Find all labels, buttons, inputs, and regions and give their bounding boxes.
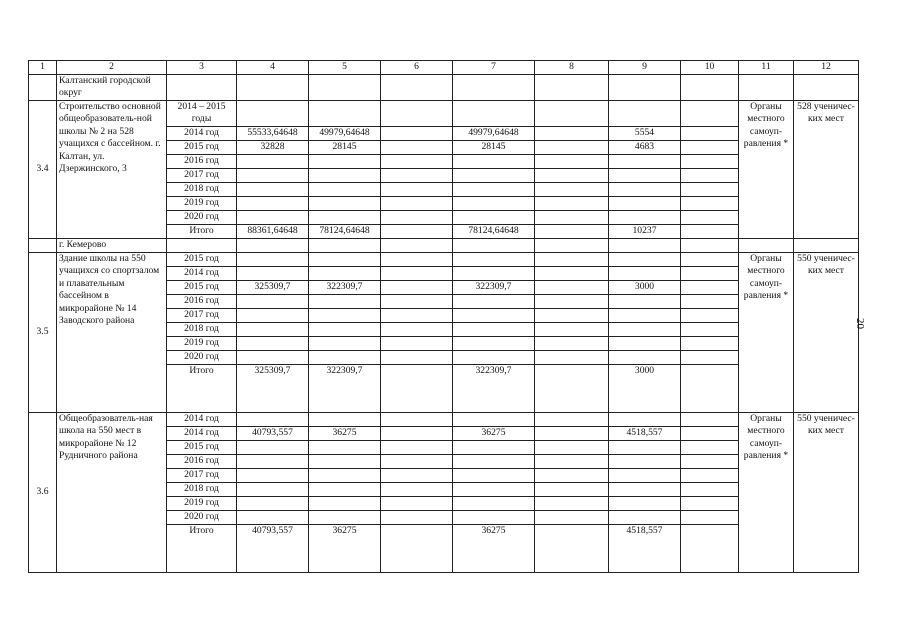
amount-cell-7 — [453, 440, 535, 454]
region-num-cell — [29, 75, 57, 101]
amount-cell-6 — [381, 252, 453, 266]
column-header-12: 12 — [794, 61, 859, 75]
amount-cell-8 — [535, 100, 609, 126]
amount-cell-6 — [381, 440, 453, 454]
year-cell: 2020 год — [167, 210, 237, 224]
region-row — [29, 75, 859, 101]
amount-cell-6 — [381, 496, 453, 510]
amount-cell-6 — [381, 510, 453, 524]
amount-cell-9 — [609, 168, 681, 182]
empty-cell — [794, 75, 859, 101]
amount-cell-8 — [535, 266, 609, 280]
amount-cell-6 — [381, 196, 453, 210]
amount-cell-7: 78124,64648 — [453, 224, 535, 238]
amount-cell-9 — [609, 196, 681, 210]
empty-cell — [381, 75, 453, 101]
amount-cell-7 — [453, 154, 535, 168]
amount-cell-9: 4518,557 — [609, 524, 681, 572]
amount-cell-9: 4518,557 — [609, 426, 681, 440]
amount-cell-6 — [381, 154, 453, 168]
amount-cell-8 — [535, 350, 609, 364]
empty-cell — [535, 75, 609, 101]
project-number: 3.4 — [29, 100, 57, 238]
region-name: Калтанский городской округ — [57, 75, 167, 101]
amount-cell-8 — [535, 224, 609, 238]
amount-cell-9 — [609, 454, 681, 468]
column-header-3: 3 — [167, 61, 237, 75]
amount-cell-7 — [453, 496, 535, 510]
year-cell: 2019 год — [167, 496, 237, 510]
amount-cell-5 — [309, 350, 381, 364]
amount-cell-8 — [535, 364, 609, 412]
table-row — [29, 412, 859, 426]
amount-cell-4 — [237, 496, 309, 510]
region-name: г. Кемерово — [57, 238, 167, 252]
amount-cell-5 — [309, 412, 381, 426]
column-header-9: 9 — [609, 61, 681, 75]
empty-cell — [681, 238, 739, 252]
amount-cell-8 — [535, 468, 609, 482]
year-cell: 2017 год — [167, 468, 237, 482]
amount-cell-5: 36275 — [309, 426, 381, 440]
year-cell: 2020 год — [167, 510, 237, 524]
amount-cell-6 — [381, 140, 453, 154]
amount-cell-10 — [681, 280, 739, 294]
year-cell: Итого — [167, 364, 237, 412]
amount-cell-8 — [535, 196, 609, 210]
amount-cell-5 — [309, 482, 381, 496]
amount-cell-9 — [609, 496, 681, 510]
table-body — [29, 61, 859, 573]
year-cell: 2020 год — [167, 350, 237, 364]
amount-cell-10 — [681, 510, 739, 524]
amount-cell-5: 36275 — [309, 524, 381, 572]
amount-cell-10 — [681, 100, 739, 126]
amount-cell-7 — [453, 350, 535, 364]
amount-cell-5 — [309, 182, 381, 196]
amount-cell-5 — [309, 210, 381, 224]
amount-cell-8 — [535, 482, 609, 496]
amount-cell-10 — [681, 426, 739, 440]
amount-cell-7 — [453, 252, 535, 266]
empty-cell — [381, 238, 453, 252]
year-cell: 2016 год — [167, 454, 237, 468]
amount-cell-6 — [381, 454, 453, 468]
amount-cell-10 — [681, 350, 739, 364]
amount-cell-6 — [381, 210, 453, 224]
amount-cell-4 — [237, 468, 309, 482]
amount-cell-6 — [381, 482, 453, 496]
amount-cell-6 — [381, 308, 453, 322]
amount-cell-7 — [453, 168, 535, 182]
amount-cell-9 — [609, 510, 681, 524]
amount-cell-6 — [381, 266, 453, 280]
responsible-org: Органы местного самоуп-равления * — [739, 412, 794, 572]
year-cell: 2017 год — [167, 168, 237, 182]
amount-cell-8 — [535, 140, 609, 154]
amount-cell-10 — [681, 308, 739, 322]
amount-cell-6 — [381, 182, 453, 196]
amount-cell-10 — [681, 140, 739, 154]
amount-cell-4 — [237, 294, 309, 308]
amount-cell-7 — [453, 266, 535, 280]
amount-cell-8 — [535, 154, 609, 168]
amount-cell-10 — [681, 468, 739, 482]
year-cell: 2018 год — [167, 322, 237, 336]
empty-cell — [237, 238, 309, 252]
amount-cell-10 — [681, 266, 739, 280]
amount-cell-7 — [453, 294, 535, 308]
amount-cell-5 — [309, 154, 381, 168]
amount-cell-7: 28145 — [453, 140, 535, 154]
amount-cell-4 — [237, 308, 309, 322]
amount-cell-9 — [609, 210, 681, 224]
amount-cell-9: 4683 — [609, 140, 681, 154]
amount-cell-10 — [681, 252, 739, 266]
amount-cell-4 — [237, 266, 309, 280]
amount-cell-7: 36275 — [453, 426, 535, 440]
amount-cell-6 — [381, 336, 453, 350]
empty-cell — [794, 238, 859, 252]
amount-cell-5 — [309, 322, 381, 336]
empty-cell — [681, 75, 739, 101]
amount-cell-10 — [681, 196, 739, 210]
region-num-cell — [29, 238, 57, 252]
capacity-cell: 550 ученичес-ких мест — [794, 252, 859, 412]
amount-cell-5: 78124,64648 — [309, 224, 381, 238]
amount-cell-10 — [681, 364, 739, 412]
amount-cell-9 — [609, 336, 681, 350]
empty-cell — [309, 238, 381, 252]
table-row — [29, 100, 859, 126]
column-header-7: 7 — [453, 61, 535, 75]
amount-cell-8 — [535, 322, 609, 336]
empty-cell — [739, 75, 794, 101]
amount-cell-6 — [381, 524, 453, 572]
amount-cell-7: 322309,7 — [453, 280, 535, 294]
column-header-6: 6 — [381, 61, 453, 75]
amount-cell-7 — [453, 100, 535, 126]
amount-cell-9: 10237 — [609, 224, 681, 238]
amount-cell-7 — [453, 210, 535, 224]
amount-cell-4: 40793,557 — [237, 426, 309, 440]
amount-cell-4 — [237, 100, 309, 126]
amount-cell-5 — [309, 196, 381, 210]
amount-cell-4 — [237, 168, 309, 182]
project-name: Общеобразователь-ная школа на 550 мест в микрорайоне № 12 Рудничного района — [57, 412, 167, 572]
project-number: 3.6 — [29, 412, 57, 572]
amount-cell-4 — [237, 454, 309, 468]
year-cell: 2018 год — [167, 182, 237, 196]
amount-cell-5 — [309, 440, 381, 454]
amount-cell-9 — [609, 468, 681, 482]
amount-cell-4 — [237, 440, 309, 454]
program-table — [28, 60, 859, 573]
amount-cell-5 — [309, 168, 381, 182]
year-cell: 2014 год — [167, 426, 237, 440]
amount-cell-10 — [681, 496, 739, 510]
amount-cell-8 — [535, 210, 609, 224]
amount-cell-6 — [381, 468, 453, 482]
amount-cell-7 — [453, 482, 535, 496]
amount-cell-9 — [609, 294, 681, 308]
column-header-5: 5 — [309, 61, 381, 75]
empty-cell — [167, 75, 237, 101]
amount-cell-7: 36275 — [453, 524, 535, 572]
column-header-2: 2 — [57, 61, 167, 75]
amount-cell-4: 325309,7 — [237, 364, 309, 412]
amount-cell-9 — [609, 412, 681, 426]
amount-cell-9 — [609, 266, 681, 280]
year-cell: Итого — [167, 524, 237, 572]
amount-cell-5 — [309, 100, 381, 126]
year-cell: Итого — [167, 224, 237, 238]
page-number: 20 — [854, 318, 866, 329]
amount-cell-10 — [681, 440, 739, 454]
amount-cell-6 — [381, 426, 453, 440]
amount-cell-7 — [453, 510, 535, 524]
amount-cell-10 — [681, 336, 739, 350]
year-cell: 2016 год — [167, 294, 237, 308]
amount-cell-6 — [381, 294, 453, 308]
amount-cell-5 — [309, 308, 381, 322]
empty-cell — [739, 238, 794, 252]
amount-cell-9 — [609, 322, 681, 336]
amount-cell-5 — [309, 454, 381, 468]
amount-cell-10 — [681, 224, 739, 238]
amount-cell-8 — [535, 280, 609, 294]
project-number: 3.5 — [29, 252, 57, 412]
amount-cell-10 — [681, 168, 739, 182]
empty-cell — [237, 75, 309, 101]
project-name: Здание школы на 550 учащихся со спортзалом и плавательным бассейном в микрорайоне № 14 Заводского района — [57, 252, 167, 412]
empty-cell — [167, 238, 237, 252]
amount-cell-9: 3000 — [609, 280, 681, 294]
capacity-cell: 550 ученичес-ких мест — [794, 412, 859, 572]
amount-cell-9: 3000 — [609, 364, 681, 412]
amount-cell-5 — [309, 510, 381, 524]
amount-cell-4 — [237, 182, 309, 196]
year-cell: 2018 год — [167, 482, 237, 496]
amount-cell-5 — [309, 496, 381, 510]
amount-cell-4: 32828 — [237, 140, 309, 154]
year-cell: 2015 год — [167, 280, 237, 294]
amount-cell-6 — [381, 322, 453, 336]
project-name: Строительство основной общеобразователь-ной школы № 2 на 528 учащихся с бассейном. г. Калтан, ул. Дзержинского, 3 — [57, 100, 167, 238]
header-row — [29, 61, 859, 75]
column-header-11: 11 — [739, 61, 794, 75]
amount-cell-7: 322309,7 — [453, 364, 535, 412]
amount-cell-8 — [535, 412, 609, 426]
amount-cell-5 — [309, 252, 381, 266]
amount-cell-9 — [609, 440, 681, 454]
amount-cell-4 — [237, 196, 309, 210]
amount-cell-7 — [453, 336, 535, 350]
empty-cell — [609, 238, 681, 252]
year-cell: 2015 год — [167, 140, 237, 154]
year-cell: 2014 год — [167, 412, 237, 426]
year-cell: 2015 год — [167, 252, 237, 266]
amount-cell-5 — [309, 294, 381, 308]
amount-cell-9 — [609, 182, 681, 196]
empty-cell — [453, 75, 535, 101]
amount-cell-10 — [681, 322, 739, 336]
amount-cell-6 — [381, 280, 453, 294]
amount-cell-5 — [309, 336, 381, 350]
amount-cell-7 — [453, 412, 535, 426]
amount-cell-4: 88361,64648 — [237, 224, 309, 238]
amount-cell-10 — [681, 412, 739, 426]
year-cell: 2014 – 2015 годы — [167, 100, 237, 126]
amount-cell-4 — [237, 322, 309, 336]
amount-cell-10 — [681, 482, 739, 496]
responsible-org: Органы местного самоуп-равления * — [739, 100, 794, 238]
amount-cell-7 — [453, 468, 535, 482]
amount-cell-5 — [309, 468, 381, 482]
amount-cell-8 — [535, 336, 609, 350]
amount-cell-6 — [381, 412, 453, 426]
amount-cell-6 — [381, 126, 453, 140]
amount-cell-8 — [535, 294, 609, 308]
amount-cell-7 — [453, 196, 535, 210]
amount-cell-9: 5554 — [609, 126, 681, 140]
year-cell: 2014 год — [167, 126, 237, 140]
amount-cell-4 — [237, 252, 309, 266]
amount-cell-7: 49979,64648 — [453, 126, 535, 140]
amount-cell-6 — [381, 224, 453, 238]
amount-cell-10 — [681, 154, 739, 168]
amount-cell-9 — [609, 154, 681, 168]
amount-cell-4 — [237, 336, 309, 350]
amount-cell-10 — [681, 126, 739, 140]
amount-cell-4 — [237, 482, 309, 496]
year-cell: 2019 год — [167, 336, 237, 350]
amount-cell-8 — [535, 454, 609, 468]
amount-cell-6 — [381, 100, 453, 126]
amount-cell-9 — [609, 100, 681, 126]
amount-cell-9 — [609, 252, 681, 266]
amount-cell-5: 322309,7 — [309, 280, 381, 294]
amount-cell-10 — [681, 524, 739, 572]
amount-cell-4 — [237, 210, 309, 224]
amount-cell-8 — [535, 252, 609, 266]
amount-cell-5 — [309, 266, 381, 280]
amount-cell-9 — [609, 308, 681, 322]
amount-cell-4 — [237, 412, 309, 426]
amount-cell-4: 55533,64648 — [237, 126, 309, 140]
amount-cell-8 — [535, 496, 609, 510]
amount-cell-8 — [535, 524, 609, 572]
amount-cell-8 — [535, 126, 609, 140]
empty-cell — [609, 75, 681, 101]
year-cell: 2019 год — [167, 196, 237, 210]
responsible-org: Органы местного самоуп-равления * — [739, 252, 794, 412]
column-header-1: 1 — [29, 61, 57, 75]
amount-cell-8 — [535, 168, 609, 182]
amount-cell-8 — [535, 426, 609, 440]
amount-cell-10 — [681, 454, 739, 468]
amount-cell-7 — [453, 454, 535, 468]
empty-cell — [535, 238, 609, 252]
column-header-4: 4 — [237, 61, 309, 75]
amount-cell-8 — [535, 182, 609, 196]
amount-cell-10 — [681, 182, 739, 196]
capacity-cell: 528 ученичес-ких мест — [794, 100, 859, 238]
empty-cell — [453, 238, 535, 252]
amount-cell-5: 49979,64648 — [309, 126, 381, 140]
amount-cell-4: 40793,557 — [237, 524, 309, 572]
amount-cell-6 — [381, 364, 453, 412]
amount-cell-10 — [681, 294, 739, 308]
year-cell: 2015 год — [167, 440, 237, 454]
amount-cell-6 — [381, 168, 453, 182]
amount-cell-7 — [453, 308, 535, 322]
amount-cell-10 — [681, 210, 739, 224]
amount-cell-4: 325309,7 — [237, 280, 309, 294]
amount-cell-8 — [535, 440, 609, 454]
amount-cell-6 — [381, 350, 453, 364]
year-cell: 2016 год — [167, 154, 237, 168]
amount-cell-5: 28145 — [309, 140, 381, 154]
year-cell: 2014 год — [167, 266, 237, 280]
amount-cell-8 — [535, 308, 609, 322]
column-header-10: 10 — [681, 61, 739, 75]
region-row — [29, 238, 859, 252]
empty-cell — [309, 75, 381, 101]
amount-cell-7 — [453, 182, 535, 196]
column-header-8: 8 — [535, 61, 609, 75]
amount-cell-4 — [237, 510, 309, 524]
amount-cell-4 — [237, 350, 309, 364]
amount-cell-8 — [535, 510, 609, 524]
amount-cell-5: 322309,7 — [309, 364, 381, 412]
year-cell: 2017 год — [167, 308, 237, 322]
amount-cell-4 — [237, 154, 309, 168]
table-row — [29, 252, 859, 266]
amount-cell-9 — [609, 350, 681, 364]
amount-cell-9 — [609, 482, 681, 496]
amount-cell-7 — [453, 322, 535, 336]
